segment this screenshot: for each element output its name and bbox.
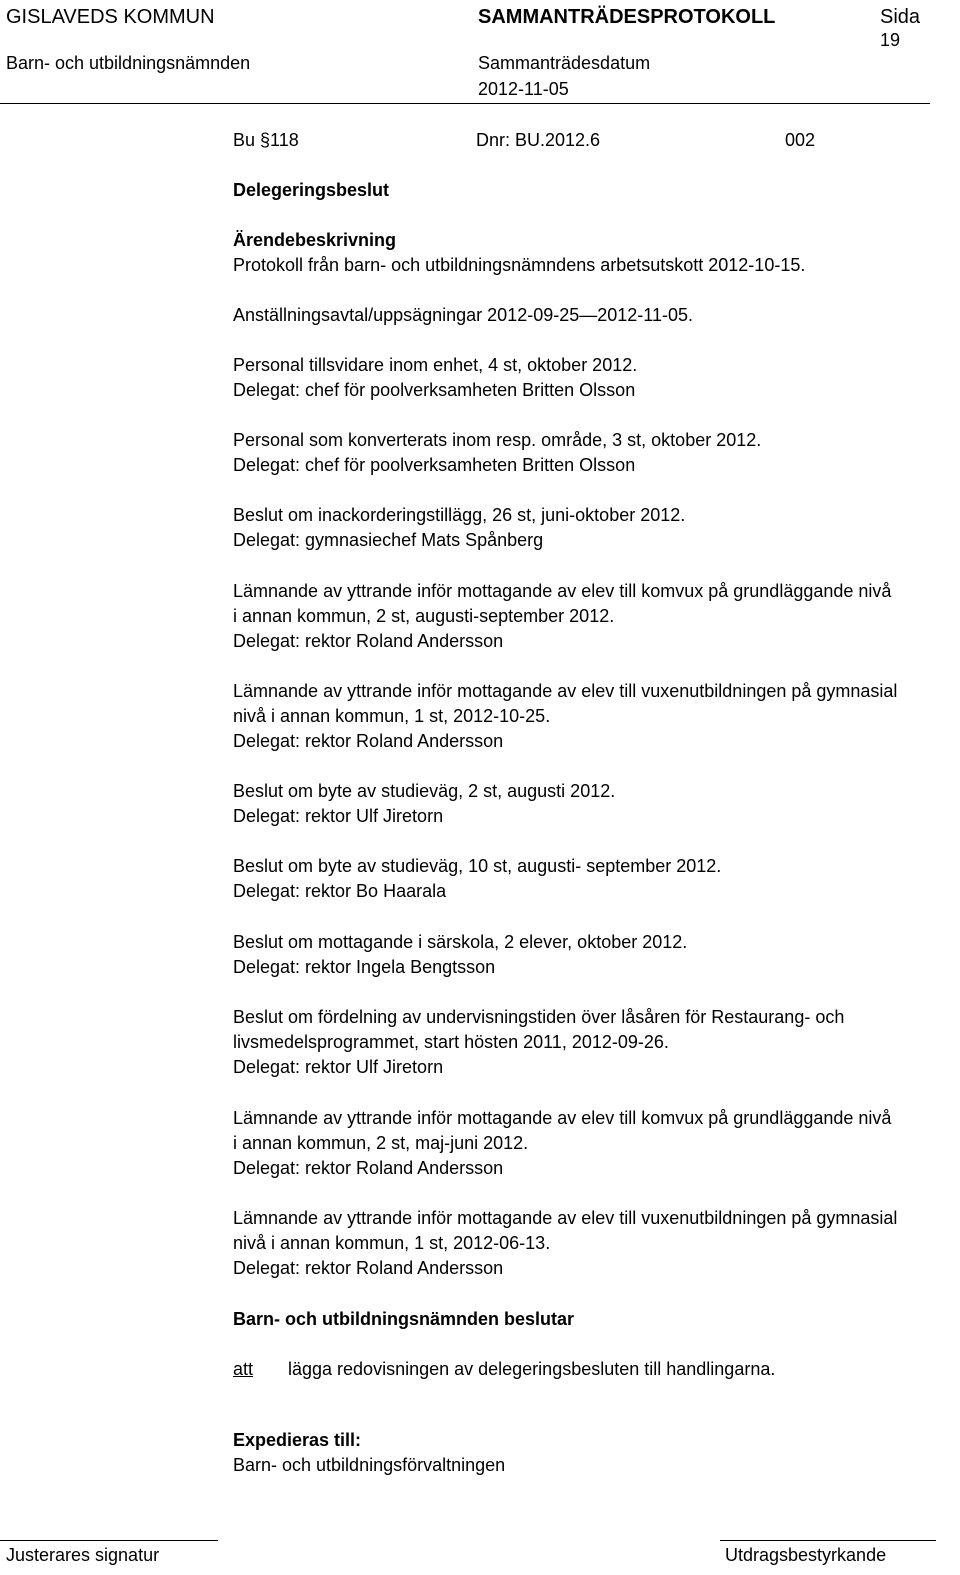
decision-text: lägga redovisningen av delegeringsbesluten till handlingarna.: [288, 1359, 776, 1379]
item-delegate: Delegat: rektor Roland Andersson: [233, 631, 504, 651]
dispatch-recipient: Barn- och utbildningsförvaltningen: [233, 1455, 506, 1475]
signature-label: Justerares signatur: [6, 1545, 160, 1565]
signature-line-left: [0, 1540, 218, 1541]
list-item: [233, 428, 955, 478]
decision-att: att: [233, 1359, 254, 1379]
committee-name: Barn- och utbildningsnämnden: [6, 53, 251, 73]
list-item: [233, 779, 955, 829]
municipality-name: GISLAVEDS KOMMUN: [6, 6, 215, 28]
list-item: [233, 930, 955, 980]
item-delegate: Delegat: rektor Roland Andersson: [233, 1258, 504, 1278]
item-line: Beslut om mottagande i särskola, 2 elever, oktober 2012.: [233, 932, 688, 952]
item-line: nivå i annan kommun, 1 st, 2012-10-25.: [233, 706, 551, 726]
list-item: [233, 1206, 955, 1281]
item-line: Lämnande av yttrande inför mottagande av elev till vuxenutbildningen på gymnasial: [233, 681, 898, 701]
list-item: [233, 1106, 955, 1181]
item-line: i annan kommun, 2 st, augusti-september 2012.: [233, 606, 615, 626]
dispatch-heading: Expedieras till:: [233, 1430, 362, 1450]
item-line: Beslut om fördelning av undervisningstiden över låsåren för Restaurang- och: [233, 1007, 845, 1027]
item-line: Lämnande av yttrande inför mottagande av elev till vuxenutbildningen på gymnasial: [233, 1208, 898, 1228]
item-delegate: Delegat: chef för poolverksamheten Britten Olsson: [233, 380, 636, 400]
case-title: Delegeringsbeslut: [233, 180, 390, 200]
item-delegate: Delegat: chef för poolverksamheten Britten Olsson: [233, 455, 636, 475]
paragraph-number: Bu §118: [233, 130, 299, 150]
decision-heading: Barn- och utbildningsnämnden beslutar: [233, 1309, 575, 1329]
list-item: [233, 579, 955, 654]
list-item: [233, 1005, 955, 1080]
item-line: Beslut om byte av studieväg, 10 st, augusti- september 2012.: [233, 856, 722, 876]
meeting-date: 2012-11-05: [478, 79, 569, 99]
item-line: Personal som konverterats inom resp. område, 3 st, oktober 2012.: [233, 430, 762, 450]
certification-label: Utdragsbestyrkande: [725, 1545, 887, 1565]
list-item: [233, 503, 955, 553]
item-delegate: Delegat: gymnasiechef Mats Spånberg: [233, 530, 544, 550]
item-line: Lämnande av yttrande inför mottagande av elev till komvux på grundläggande nivå: [233, 581, 892, 601]
item-line: Personal tillsvidare inom enhet, 4 st, oktober 2012.: [233, 355, 638, 375]
page-label: Sida: [880, 6, 921, 28]
header-rule: [0, 103, 930, 104]
item-line: Anställningsavtal/uppsägningar 2012-09-25—2012-11-05.: [233, 305, 693, 325]
item-delegate: Delegat: rektor Bo Haarala: [233, 881, 447, 901]
item-line: livsmedelsprogrammet, start hösten 2011, 2012-09-26.: [233, 1032, 669, 1052]
item-line: Beslut om inackorderingstillägg, 26 st, juni-oktober 2012.: [233, 505, 686, 525]
document-type: SAMMANTRÄDESPROTOKOLL: [478, 6, 776, 28]
signature-line-right: [720, 1540, 936, 1541]
meeting-date-label: Sammanträdesdatum: [478, 53, 651, 73]
diary-number: Dnr: BU.2012.6: [476, 130, 601, 150]
description-text: Protokoll från barn- och utbildningsnämndens arbetsutskott 2012-10-15.: [233, 255, 806, 275]
list-item: [233, 303, 955, 328]
item-delegate: Delegat: rektor Ulf Jiretorn: [233, 1057, 444, 1077]
item-delegate: Delegat: rektor Roland Andersson: [233, 1158, 504, 1178]
page-number: 19: [880, 30, 901, 50]
item-line: i annan kommun, 2 st, maj-juni 2012.: [233, 1133, 529, 1153]
list-item: [233, 679, 955, 754]
case-code: 002: [785, 130, 816, 150]
item-line: Lämnande av yttrande inför mottagande av elev till komvux på grundläggande nivå: [233, 1108, 892, 1128]
list-item: [233, 854, 955, 904]
list-item: [233, 353, 955, 403]
item-delegate: Delegat: rektor Ulf Jiretorn: [233, 806, 444, 826]
item-delegate: Delegat: rektor Roland Andersson: [233, 731, 504, 751]
item-delegate: Delegat: rektor Ingela Bengtsson: [233, 957, 496, 977]
item-line: nivå i annan kommun, 1 st, 2012-06-13.: [233, 1233, 551, 1253]
item-line: Beslut om byte av studieväg, 2 st, augusti 2012.: [233, 781, 616, 801]
description-heading: Ärendebeskrivning: [233, 230, 397, 250]
